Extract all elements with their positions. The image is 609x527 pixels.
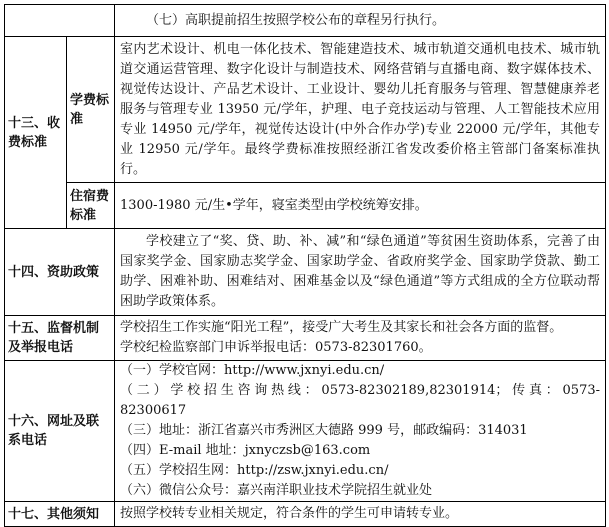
contact-email: （四）E-mail 地址：jxnyczsb@163.com: [120, 443, 371, 458]
contact-section-title: 十六、网址及联系电话: [5, 361, 115, 502]
fees-section-title: 十三、收费标准: [5, 37, 67, 229]
row-financial-aid: [5, 229, 606, 316]
row-lodging-fees: [5, 183, 606, 229]
admission-note-text: （七）高职提前招生按照学校公布的章程另行执行。: [115, 5, 606, 37]
supervision-content: [115, 316, 606, 361]
contact-wechat: （六）微信公众号：嘉兴南洋职业技术学院招生就业处: [120, 483, 433, 498]
aid-text: 学校建立了“奖、贷、助、补、减”和“绿色通道”等贫困生资助体系，完善了由国家奖学金、国家励志奖学金、国家助学金、省政府奖学金、国家助学贷款、勤工助学、困难补助、困难结对、困难基金以及“绿色通道”等方式组成的全方位联动帮困助学政策体系。: [115, 229, 606, 316]
tuition-label: 学费标准: [67, 37, 115, 183]
lodging-label: 住宿费标准: [67, 183, 115, 229]
contact-admissions-site: （五）学校招生网：http://zsw.jxnyi.edu.cn/: [120, 463, 389, 478]
contact-official-site: （一）学校官网：http://www.jxnyi.edu.cn/: [120, 363, 385, 378]
supervision-hotline: 学校纪检监察部门申诉举报电话：0573-82301760。: [120, 340, 432, 355]
row-contact: [5, 361, 606, 502]
supervision-section-title: 十五、监督机制及举报电话: [5, 316, 115, 361]
other-text: 按照学校转专业相关规定，符合条件的学生可申请转专业。: [115, 502, 606, 527]
other-section-title: 十七、其他须知: [5, 502, 115, 527]
empty-header-cell: [5, 5, 115, 37]
contact-address: （三）地址：浙江省嘉兴市秀洲区大德路 999 号，邮政编码：314031: [120, 423, 528, 438]
lodging-text: 1300-1980 元/生•学年，寝室类型由学校统筹安排。: [115, 183, 606, 229]
supervision-line-1: 学校招生工作实施“阳光工程”，接受广大考生及其家长和社会各方面的监督。: [120, 320, 563, 335]
row-tuition-fees: [5, 37, 606, 183]
admissions-info-table: [4, 4, 606, 527]
contact-content: [115, 361, 606, 502]
row-other-notes: [5, 502, 606, 527]
row-admission-note: [5, 5, 606, 37]
contact-hotline: （二）学校招生咨询热线：0573-82302189,82301914；传真：0573-82300617: [120, 383, 600, 418]
row-supervision: [5, 316, 606, 361]
tuition-text: 室内艺术设计、机电一体化技术、智能建造技术、城市轨道交通机电技术、城市轨道交通运营管理、数字化设计与制造技术、网络营销与直播电商、数字媒体技术、视觉传达设计、产品艺术设计、工业设计、婴幼儿托育服务与管理、智慧健康养老服务与管理专业 13950 元/学年，护理、电子竞技运动与管理、人工智能技术应用专业 14950 元/学年，视觉传达设计(中外合作办学)专业 22000 元/学年，其他专业 12950 元/学年。最终学费标准按照经浙江省发改委价格主管部门备案标准执行。: [115, 37, 606, 183]
aid-section-title: 十四、资助政策: [5, 229, 115, 316]
